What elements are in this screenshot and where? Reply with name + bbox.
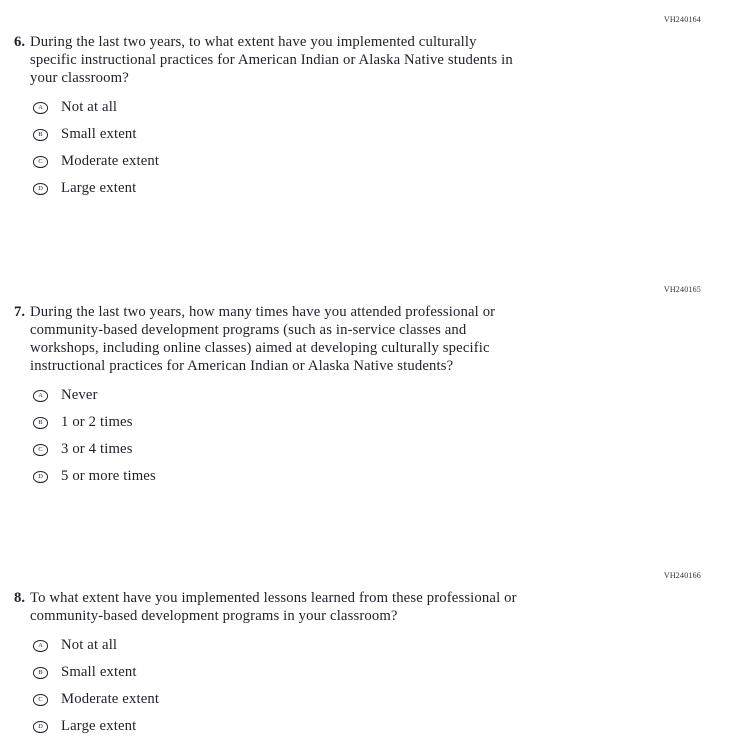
option-label: Moderate extent (61, 691, 160, 707)
option-row (33, 718, 159, 745)
option-bubble[interactable]: D (33, 183, 48, 195)
option-label: 1 or 2 times (61, 414, 133, 430)
option-label: Moderate extent (61, 153, 160, 169)
option-bubble[interactable]: B (33, 417, 48, 429)
option-bubble[interactable]: C (33, 694, 48, 706)
option-bubble[interactable]: A (33, 102, 48, 114)
question-text (30, 589, 630, 625)
options-list (33, 99, 159, 207)
question-code: VH240166 (663, 571, 701, 580)
question-text (30, 33, 630, 87)
option-label: Small extent (61, 664, 137, 680)
option-row (33, 99, 159, 126)
question-text-line: instructional practices for American Indian or Alaska Native students? (30, 358, 454, 374)
option-label: Small extent (61, 126, 137, 142)
question-number: 8. (14, 590, 26, 606)
question-text-line: During the last two years, to what extent have you implemented culturally (30, 34, 477, 50)
option-bubble[interactable]: D (33, 471, 48, 483)
question-number: 6. (14, 34, 26, 50)
option-bubble[interactable]: C (33, 156, 48, 168)
option-row (33, 441, 156, 468)
question-text (30, 303, 630, 375)
option-bubble[interactable]: D (33, 721, 48, 733)
option-row (33, 387, 156, 414)
option-label: Not at all (61, 99, 118, 115)
option-row (33, 637, 159, 664)
question-text-line: community-based development programs (such as in-service classes and (30, 322, 467, 338)
option-row (33, 180, 159, 207)
option-row (33, 691, 159, 718)
option-bubble[interactable]: B (33, 667, 48, 679)
question-text-line: community-based development programs in your classroom? (30, 608, 398, 624)
question-code: VH240165 (663, 285, 701, 294)
option-bubble[interactable]: B (33, 129, 48, 141)
options-list (33, 387, 156, 495)
question-code: VH240164 (663, 15, 701, 24)
option-label: Never (61, 387, 98, 403)
options-list (33, 637, 159, 745)
option-row (33, 153, 159, 180)
question-text-line: your classroom? (30, 70, 129, 86)
question-text-line: workshops, including online classes) aimed at developing culturally specific (30, 340, 490, 356)
question-text-line: To what extent have you implemented lessons learned from these professional or (30, 590, 517, 606)
option-bubble[interactable]: C (33, 444, 48, 456)
option-label: 3 or 4 times (61, 441, 133, 457)
question-text-line: specific instructional practices for American Indian or Alaska Native students in (30, 52, 513, 68)
option-label: Not at all (61, 637, 118, 653)
question-text-line: During the last two years, how many times have you attended professional or (30, 304, 496, 320)
option-row (33, 414, 156, 441)
question-number: 7. (14, 304, 26, 320)
option-row (33, 126, 159, 153)
option-label: Large extent (61, 180, 137, 196)
option-bubble[interactable]: A (33, 640, 48, 652)
option-label: Large extent (61, 718, 137, 734)
option-label: 5 or more times (61, 468, 156, 484)
option-row (33, 468, 156, 495)
option-bubble[interactable]: A (33, 390, 48, 402)
option-row (33, 664, 159, 691)
